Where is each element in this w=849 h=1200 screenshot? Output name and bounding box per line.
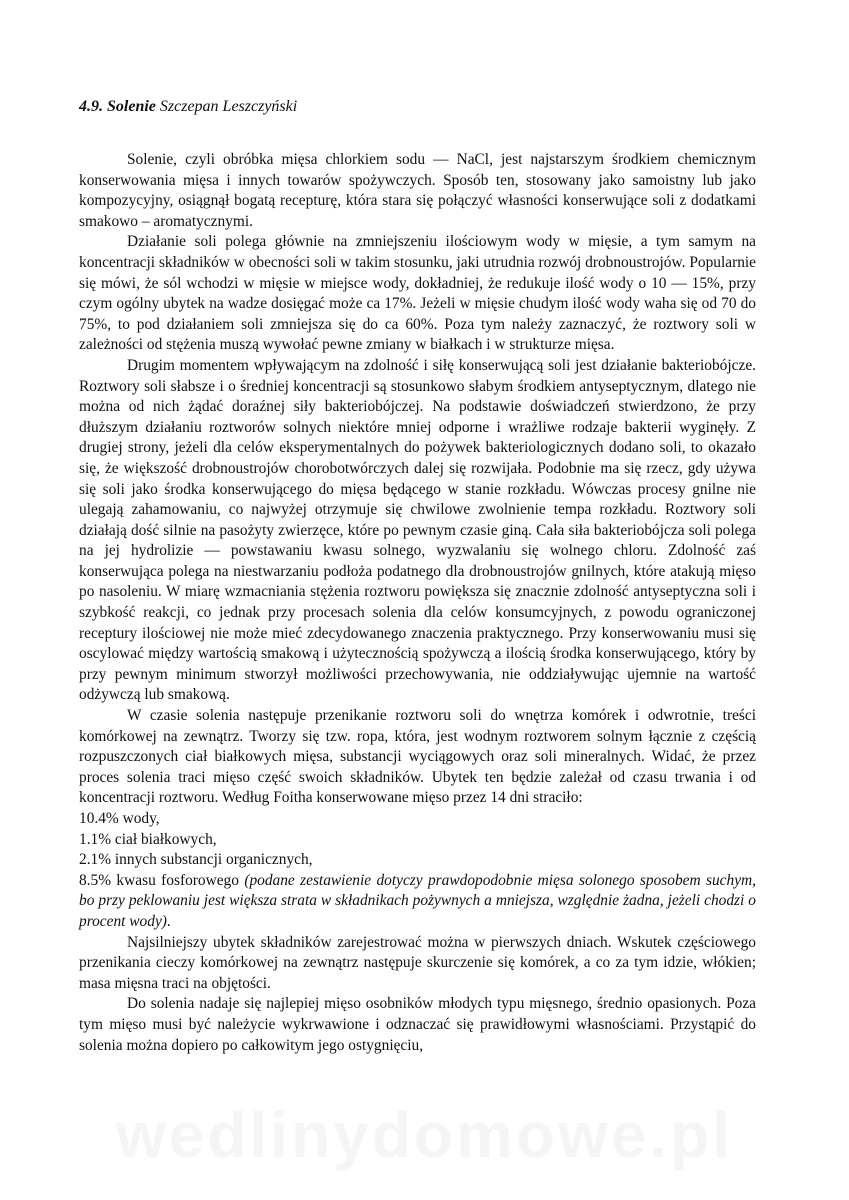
paragraph: Najsilniejszy ubytek składników zarejestrować można w pierwszych dniach. Wskutek częściowego przenikania cieczy komórkowej na zewnątrz następuje skurczenie się komórek, a co za tym idzie, włókien; masa mięsna traci na objętości. (79, 933, 756, 992)
section-author: Szczepan Leszczyński (159, 98, 298, 115)
document-page (79, 96, 756, 1056)
section-heading (79, 96, 756, 118)
list-item: 10.4% wody, (79, 810, 160, 827)
paragraph: W czasie solenia następuje przenikanie roztworu soli do wnętrza komórek i odwrotnie, treści komórkowej na zewnątrz. Tworzy się tzw. ropa, która, jest wodnym roztworem solnym łącznie z częścią rozpuszczonych ciał białkowych mięsa, substancji wyciągowych oraz soli mineralnych. Widać, że przez proces solenia traci mięso część swoich składników. Ubytek ten będzie zależał od czasu trwania i od koncentracji roztworu. Według Foitha konserwowane mięso przez 14 dni straciło: (79, 707, 756, 807)
list-item-note (79, 871, 756, 933)
list-item-end: . (166, 912, 171, 930)
paragraph: Drugim momentem wpływającym na zdolność i siłę konserwującą soli jest działanie bakteriobójcze. Roztwory soli słabsze i o średniej koncentracji są stosunkowo słabym środkiem antyseptycznym, dlatego nie można od nich żądać doraźnej siły bakteriobójczej. Na podstawie doświadczeń stwierdzono, że przy dłuższym działaniu roztworów solnych niektóre mniej odporne i wrażliwe rodzaje bakterii wyginęły. Z drugiej strony, jeżeli dla celów eksperymentalnych do pożywek bakteriologicznych dodano soli, to okazało się, że większość drobnoustrojów chorobotwórczych dalej się rozwijała. Podobnie ma się rzecz, gdy używa się soli jako środka konserwującego do mięsa będącego w stanie rozkładu. Wówczas procesy gnilne nie ulegają zahamowaniu, co najwyżej otrzymuje się chwilowe zwolnienie tempa rozkładu. Roztwory soli działają dość silnie na pasożyty zwierzęce, które po pewnym czasie giną. Cała siła bakteriobójcza soli polega na jej hydrolizie — powstawaniu kwasu solnego, wyzwalaniu się wolnego chloru. Zdolność zaś konserwująca polega na niestwarzaniu podłoża podatnego dla drobnoustrojów gnilnych, które atakują mięso po nasoleniu. W miarę wzmacniania stężenia roztworu powiększa się znacznie zdolność antyseptyczna soli i szybkość reakcji, co jednak przy procesach solenia dla celów konsumcyjnych, z powodu ograniczonej receptury ilościowej nie może mieć zdecydowanego znaczenia praktycznego. Przy konserwowaniu musi się oscylować między wartością smakową i użytecznością spożywczą a ilością środka konserwującego, który by przy pewnym minimum stworzył możliwości przechowywania, nie oddziaływując ujemnie na wartość odżywczą lub smakową. (79, 356, 756, 704)
watermark: wedlinydomowe.pl (116, 1099, 733, 1171)
list-item: 2.1% innych substancji organicznych, (79, 851, 313, 869)
paragraph: Działanie soli polega głównie na zmniejszeniu ilościowym wody w mięsie, a tym samym na koncentracji składników w obecności soli w takim stosunku, jaki utrudnia rozwój drobnoustrojów. Popularnie się mówi, że sól wchodzi w mięsie w miejsce wody, dokładniej, że redukuje ilość wody o 10 — 15%, przy czym ogólny ubytek na wadze dosięgać może ca 17%. Jeżeli w mięsie chudym ilość wody waha się od 70 do 75%, to pod działaniem soli zmniejsza się do ca 60%. Poza tym należy zaznaczyć, że roztwory soli w zależności od stężenia muszą wywołać pewne zmiany w białkach i w strukturze mięsa. (79, 233, 756, 354)
paragraph: Solenie, czyli obróbka mięsa chlorkiem sodu — NaCl, jest najstarszym środkiem chemicznym konserwowania mięsa i innych towarów spożywczych. Sposób ten, stosowany jako samoistny lub jako kompozycyjny, osiągnął bogatą recepturę, która stara się połączyć własności konserwujące soli z dodatkami smakowo – aromatycznymi. (79, 151, 756, 230)
section-number: 4.9. Solenie (79, 98, 156, 115)
list-item: 1.1% ciał białkowych, (79, 830, 217, 848)
list-item-text: 8.5% kwasu fosforowego (79, 871, 245, 889)
paragraph: Do solenia nadaje się najlepiej mięso osobników młodych typu mięsnego, średnio opasionych. Poza tym mięso musi być należycie wykrwawione i odznaczać się prawidłowymi własnościami. Przystąpić do solenia można dopiero po całkowitym jego ostygnięciu, (79, 995, 756, 1054)
italic-note: (podane zestawienie dotyczy prawdopodobnie mięsa solonego sposobem suchym, bo przy peklowaniu jest większa strata w składnikach pożywnych a mniejsza, względnie żadna, jeżeli chodzi o procent wody) (79, 871, 756, 930)
